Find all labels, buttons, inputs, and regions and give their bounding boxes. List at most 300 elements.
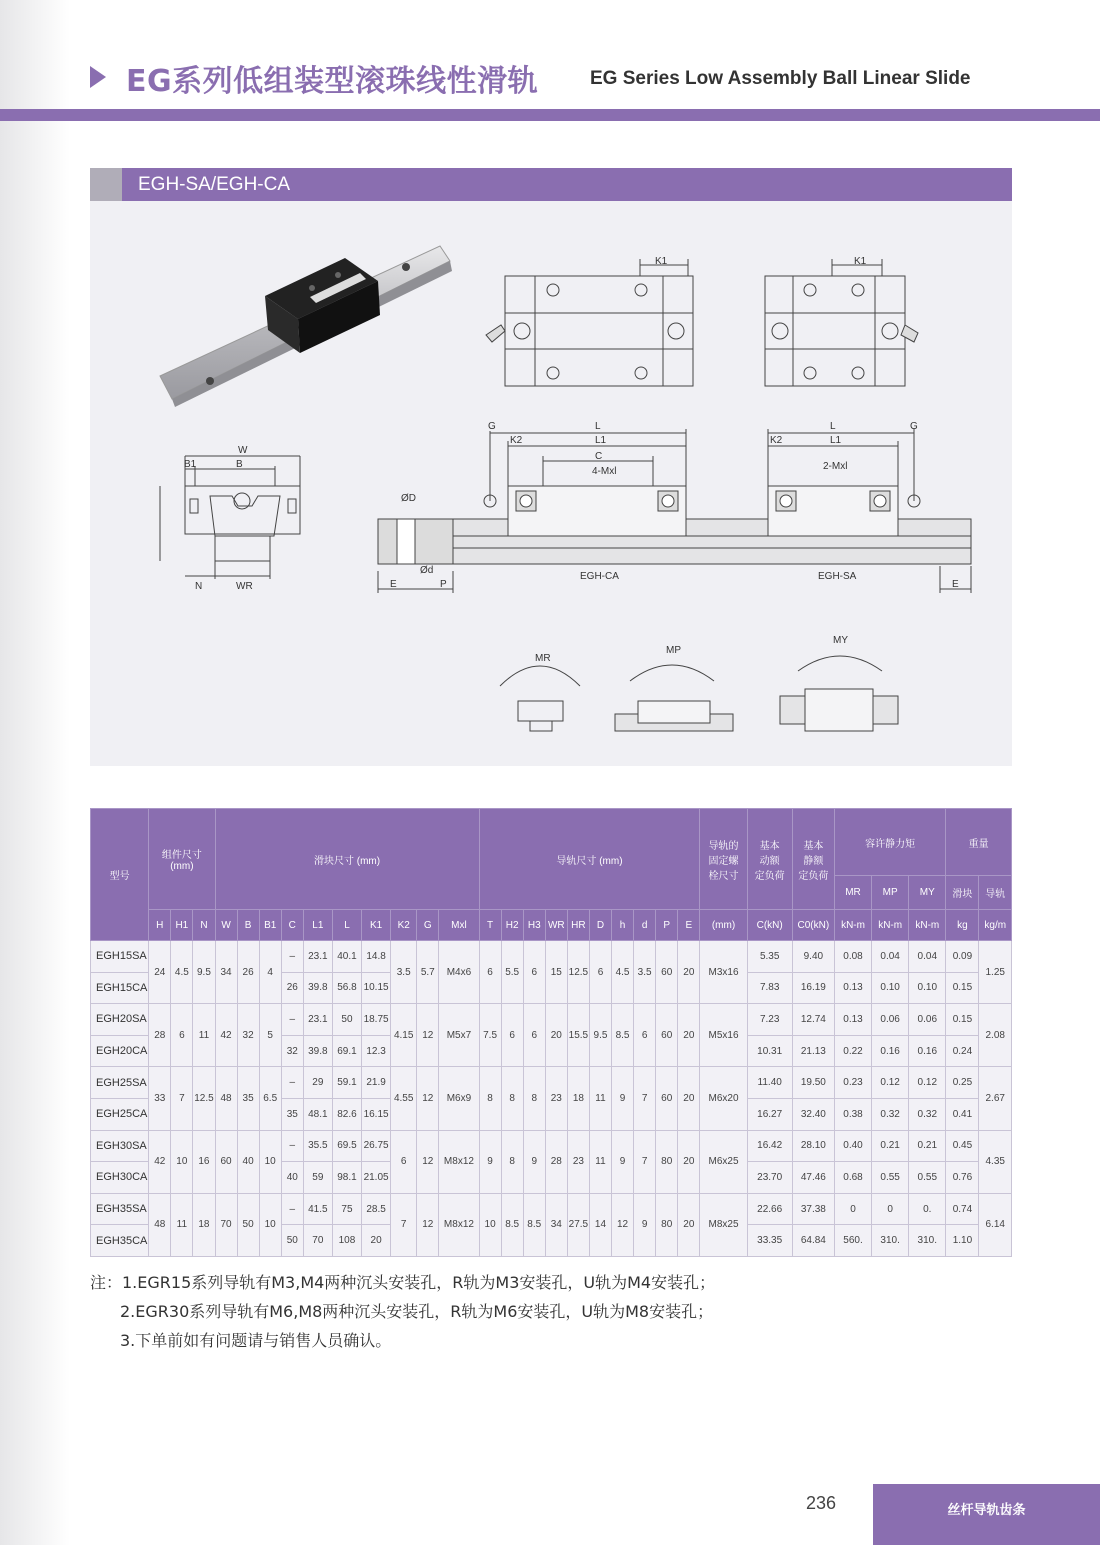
label-mp: MP — [666, 645, 681, 656]
table-cell: 0.24 — [946, 1035, 979, 1067]
page-header — [0, 0, 1100, 108]
th-kgm: kg/m — [979, 910, 1012, 941]
th-col: d — [634, 910, 656, 941]
table-cell: – — [281, 941, 303, 973]
label-g-sa: G — [910, 421, 918, 432]
table-cell: 32.40 — [792, 1098, 834, 1130]
label-l-sa: L — [830, 421, 836, 432]
note-2: 2.EGR30系列导轨有M6,M8两种沉头安装孔，R轨为M6安装孔，U轨为M8安装孔； — [120, 1302, 714, 1321]
table-cell: 21.13 — [792, 1035, 834, 1067]
label-k2-sa: K2 — [770, 435, 783, 446]
table-cell: 0.10 — [872, 972, 909, 1004]
table-cell: 28 — [545, 1130, 567, 1193]
th-col: HR — [567, 910, 589, 941]
table-cell: 42 — [215, 1004, 237, 1067]
table-cell: 6.5 — [259, 1067, 281, 1130]
th-wrail: 导轨 — [979, 876, 1012, 910]
table-cell: 0.06 — [909, 1004, 946, 1036]
th-ckn: C(kN) — [747, 910, 792, 941]
table-cell: 10.15 — [362, 972, 391, 1004]
table-cell: 26 — [237, 941, 259, 1004]
model-cell: EGH35SA — [91, 1193, 149, 1225]
table-cell: 12.5 — [193, 1067, 215, 1130]
table-cell: 80 — [656, 1193, 678, 1256]
label-wr: WR — [236, 581, 253, 592]
table-cell: 10 — [259, 1130, 281, 1193]
model-cell: EGH30SA — [91, 1130, 149, 1162]
table-cell: 27.5 — [567, 1193, 589, 1256]
table-cell: 47.46 — [792, 1162, 834, 1194]
label-egh-sa: EGH-SA — [818, 571, 857, 582]
th-col: B1 — [259, 910, 281, 941]
table-cell: 24 — [149, 941, 171, 1004]
th-mm: (mm) — [700, 910, 747, 941]
table-cell: 6.14 — [979, 1193, 1012, 1256]
table-cell: 59 — [303, 1162, 332, 1194]
th-col: H — [149, 910, 171, 941]
table-cell: 50 — [237, 1193, 259, 1256]
label-n: N — [195, 581, 203, 592]
table-cell: 11 — [171, 1193, 193, 1256]
table-cell: M8x12 — [439, 1130, 479, 1193]
table-cell: 1.25 — [979, 941, 1012, 1004]
table-cell: 7 — [634, 1067, 656, 1130]
table-cell: 39.8 — [303, 972, 332, 1004]
table-cell: 23 — [567, 1130, 589, 1193]
label-my: MY — [833, 635, 848, 646]
table-cell: 75 — [332, 1193, 361, 1225]
table-cell: 20 — [678, 1193, 700, 1256]
th-col: N — [193, 910, 215, 941]
table-cell: M3x16 — [700, 941, 747, 1004]
table-cell: 18.75 — [362, 1004, 391, 1036]
table-cell: – — [281, 1193, 303, 1225]
table-cell: 34 — [545, 1193, 567, 1256]
table-cell: 560. — [834, 1225, 871, 1257]
th-knm: kN-m — [834, 910, 871, 941]
table-cell: 60 — [656, 941, 678, 1004]
table-cell: 98.1 — [332, 1162, 361, 1194]
table-cell: 10 — [259, 1193, 281, 1256]
table-cell: 9 — [612, 1067, 634, 1130]
table-cell: 3.5 — [634, 941, 656, 1004]
th-kg: kg — [946, 910, 979, 941]
table-cell: 11 — [589, 1130, 611, 1193]
table-cell: 12 — [417, 1004, 439, 1067]
table-cell: 9.5 — [193, 941, 215, 1004]
table-cell: 29 — [303, 1067, 332, 1099]
table-cell: 8 — [501, 1130, 523, 1193]
table-cell: 12.5 — [567, 941, 589, 1004]
label-c: C — [595, 451, 603, 462]
table-cell: 310. — [909, 1225, 946, 1257]
table-cell: 18 — [567, 1067, 589, 1130]
table-cell: M5x7 — [439, 1004, 479, 1067]
table-cell: 69.5 — [332, 1130, 361, 1162]
th-col: B — [237, 910, 259, 941]
table-cell: 4 — [259, 941, 281, 1004]
table-cell: 0.08 — [834, 941, 871, 973]
side-gradient — [0, 0, 70, 1545]
table-cell: 35 — [281, 1098, 303, 1130]
table-cell: 0.12 — [872, 1067, 909, 1099]
label-l-ca: L — [595, 421, 601, 432]
table-cell: 64.84 — [792, 1225, 834, 1257]
label-p: P — [440, 579, 447, 590]
label-4mxl: 4-Mxl — [592, 466, 617, 477]
table-row — [91, 1130, 1012, 1162]
table-cell: – — [281, 1004, 303, 1036]
play-triangle-icon — [90, 66, 106, 88]
label-w: W — [238, 445, 248, 456]
table-cell: 0.15 — [946, 972, 979, 1004]
footer-label: 丝杆导轨齿条 — [947, 1503, 1026, 1518]
page-title-cn: EG系列低组装型滚珠线性滑轨 — [126, 64, 539, 99]
th-col: D — [589, 910, 611, 941]
table-cell: 0.32 — [872, 1098, 909, 1130]
table-cell: 23.70 — [747, 1162, 792, 1194]
table-cell: 6 — [523, 941, 545, 1004]
table-cell: 7 — [171, 1067, 193, 1130]
table-cell: 33.35 — [747, 1225, 792, 1257]
model-cell: EGH20CA — [91, 1035, 149, 1067]
model-cell: EGH20SA — [91, 1004, 149, 1036]
model-cell: EGH25CA — [91, 1098, 149, 1130]
table-cell: 0.40 — [834, 1130, 871, 1162]
table-cell: 9 — [612, 1130, 634, 1193]
table-cell: 7.23 — [747, 1004, 792, 1036]
table-cell: 10.31 — [747, 1035, 792, 1067]
table-cell: 28.10 — [792, 1130, 834, 1162]
th-mr: MR — [834, 876, 871, 910]
table-cell: 15 — [545, 941, 567, 1004]
model-cell: EGH15SA — [91, 941, 149, 973]
table-cell: M4x6 — [439, 941, 479, 1004]
table-cell: 56.8 — [332, 972, 361, 1004]
table-cell: 14.8 — [362, 941, 391, 973]
technical-drawing — [90, 201, 1012, 766]
table-cell: 12 — [612, 1193, 634, 1256]
table-cell: 6 — [634, 1004, 656, 1067]
table-cell: 20 — [678, 1067, 700, 1130]
label-2mxl: 2-Mxl — [823, 461, 848, 472]
table-cell: 70 — [215, 1193, 237, 1256]
page-title-en: EG Series Low Assembly Ball Linear Slide — [590, 68, 971, 89]
table-cell: 8 — [479, 1067, 501, 1130]
product-photo — [160, 246, 452, 407]
label-k1-ca: K1 — [655, 256, 668, 267]
table-cell: 42 — [149, 1130, 171, 1193]
table-cell: 0.16 — [872, 1035, 909, 1067]
table-cell: 40 — [237, 1130, 259, 1193]
table-cell: 40.1 — [332, 941, 361, 973]
table-cell: 60 — [215, 1130, 237, 1193]
table-cell: 59.1 — [332, 1067, 361, 1099]
th-col: Mxl — [439, 910, 479, 941]
table-cell: 0.68 — [834, 1162, 871, 1194]
table-cell: 5.7 — [417, 941, 439, 1004]
table-cell: 11 — [589, 1067, 611, 1130]
table-cell: 23.1 — [303, 1004, 332, 1036]
th-col: T — [479, 910, 501, 941]
table-cell: – — [281, 1130, 303, 1162]
table-cell: 32 — [237, 1004, 259, 1067]
notes — [90, 1268, 715, 1355]
table-cell: 9 — [634, 1193, 656, 1256]
table-cell: 50 — [281, 1225, 303, 1257]
table-cell: 10 — [171, 1130, 193, 1193]
table-cell: 4.35 — [979, 1130, 1012, 1193]
th-rail: 导轨尺寸 (mm) — [479, 809, 700, 910]
table-cell: 0.23 — [834, 1067, 871, 1099]
footer-box — [873, 1484, 1100, 1545]
th-moment: 容许静力矩 — [834, 809, 945, 876]
top-view-ca — [486, 259, 693, 386]
th-dyn: 基本 动额 定负荷 — [747, 809, 792, 910]
table-cell: 80 — [656, 1130, 678, 1193]
table-cell: 35 — [237, 1067, 259, 1130]
th-col: h — [612, 910, 634, 941]
table-cell: M6x9 — [439, 1067, 479, 1130]
table-cell: 15.5 — [567, 1004, 589, 1067]
table-cell: 0.15 — [946, 1004, 979, 1036]
label-e-left: E — [390, 579, 397, 590]
table-cell: 12 — [417, 1130, 439, 1193]
th-col: W — [215, 910, 237, 941]
drawing-panel — [90, 168, 1012, 766]
table-cell: 21.05 — [362, 1162, 391, 1194]
model-cell: EGH25SA — [91, 1067, 149, 1099]
table-cell: 28.5 — [362, 1193, 391, 1225]
label-phi-d-small: Ød — [420, 565, 434, 576]
table-cell: 23.1 — [303, 941, 332, 973]
table-cell: M8x25 — [700, 1193, 747, 1256]
table-cell: 0.45 — [946, 1130, 979, 1162]
table-cell: 0 — [834, 1193, 871, 1225]
table-cell: 6 — [523, 1004, 545, 1067]
table-cell: 16.19 — [792, 972, 834, 1004]
table-cell: 8.5 — [523, 1193, 545, 1256]
table-cell: 1.10 — [946, 1225, 979, 1257]
table-cell: 3.5 — [391, 941, 417, 1004]
table-cell: 0.09 — [946, 941, 979, 973]
table-cell: 9 — [523, 1130, 545, 1193]
table-cell: 0. — [909, 1193, 946, 1225]
panel-title: EGH-SA/EGH-CA — [138, 174, 291, 195]
table-cell: 16.27 — [747, 1098, 792, 1130]
table-cell: 7.83 — [747, 972, 792, 1004]
panel-header — [90, 168, 1012, 201]
table-cell: 12 — [417, 1193, 439, 1256]
note-1: 注：1.EGR15系列导轨有M3,M4两种沉头安装孔，R轨为M3安装孔，U轨为M4安装孔； — [90, 1273, 716, 1292]
table-cell: 0.04 — [872, 941, 909, 973]
table-cell: 0.21 — [909, 1130, 946, 1162]
table-cell: 0 — [872, 1193, 909, 1225]
table-cell: 0.10 — [909, 972, 946, 1004]
label-egh-ca: EGH-CA — [580, 571, 619, 582]
table-cell: 12 — [417, 1067, 439, 1130]
table-cell: 19.50 — [792, 1067, 834, 1099]
model-cell: EGH35CA — [91, 1225, 149, 1257]
table-cell: 8.5 — [501, 1193, 523, 1256]
table-cell: 28 — [149, 1004, 171, 1067]
table-cell: 0.16 — [909, 1035, 946, 1067]
table-cell: 9.5 — [589, 1004, 611, 1067]
th-col: E — [678, 910, 700, 941]
table-cell: 0.55 — [909, 1162, 946, 1194]
th-col: L — [332, 910, 361, 941]
top-view-sa — [765, 259, 918, 386]
table-cell: 7.5 — [479, 1004, 501, 1067]
table-cell: 9.40 — [792, 941, 834, 973]
table-row — [91, 1004, 1012, 1036]
table-row — [91, 1067, 1012, 1099]
table-cell: 0.22 — [834, 1035, 871, 1067]
label-l1-sa: L1 — [830, 435, 842, 446]
table-cell: 22.66 — [747, 1193, 792, 1225]
table-row — [91, 1193, 1012, 1225]
table-cell: 4.55 — [391, 1067, 417, 1130]
table-cell: 108 — [332, 1225, 361, 1257]
table-cell: – — [281, 1067, 303, 1099]
table-cell: 6 — [391, 1130, 417, 1193]
label-phi-d-big: ØD — [401, 493, 416, 504]
note-3: 3.下单前如有问题请与销售人员确认。 — [120, 1331, 392, 1350]
table-cell: 39.8 — [303, 1035, 332, 1067]
table-cell: 6 — [501, 1004, 523, 1067]
th-col: C — [281, 910, 303, 941]
label-g-ca: G — [488, 421, 496, 432]
label-k2-ca: K2 — [510, 435, 523, 446]
th-my: MY — [909, 876, 946, 910]
table-cell: 8 — [523, 1067, 545, 1130]
label-l1-ca: L1 — [595, 435, 607, 446]
table-cell: 21.9 — [362, 1067, 391, 1099]
th-bolt: 导轨的 固定螺 栓尺寸 — [700, 809, 747, 910]
table-cell: 16.15 — [362, 1098, 391, 1130]
table-cell: 6 — [479, 941, 501, 1004]
th-model: 型号 — [91, 809, 149, 941]
th-col: L1 — [303, 910, 332, 941]
table-cell: 0.04 — [909, 941, 946, 973]
table-cell: 6 — [589, 941, 611, 1004]
label-mr: MR — [535, 653, 551, 664]
moment-diagrams — [500, 656, 898, 731]
th-col: H1 — [171, 910, 193, 941]
th-stat: 基本 静额 定负荷 — [792, 809, 834, 910]
table-cell: 12.74 — [792, 1004, 834, 1036]
table-cell: M6x20 — [700, 1067, 747, 1130]
table-cell: 34 — [215, 941, 237, 1004]
model-cell: EGH30CA — [91, 1162, 149, 1194]
table-cell: M5x16 — [700, 1004, 747, 1067]
table-cell: 50 — [332, 1004, 361, 1036]
th-c0kn: C0(kN) — [792, 910, 834, 941]
table-cell: 4.5 — [171, 941, 193, 1004]
th-col: H2 — [501, 910, 523, 941]
model-cell: EGH15CA — [91, 972, 149, 1004]
th-assembly: 组件尺寸 (mm) — [149, 809, 215, 910]
label-e-right: E — [952, 579, 959, 590]
table-cell: 0.55 — [872, 1162, 909, 1194]
table-cell: 18 — [193, 1193, 215, 1256]
table-cell: 0.32 — [909, 1098, 946, 1130]
table-cell: 8.5 — [612, 1004, 634, 1067]
table-cell: 48 — [215, 1067, 237, 1130]
th-col: K1 — [362, 910, 391, 941]
table-cell: 0.76 — [946, 1162, 979, 1194]
table-cell: 20 — [678, 1130, 700, 1193]
table-cell: 0.74 — [946, 1193, 979, 1225]
label-b: B — [236, 459, 243, 470]
table-cell: 33 — [149, 1067, 171, 1130]
th-weight: 重量 — [946, 809, 1012, 876]
table-cell: 6 — [171, 1004, 193, 1067]
spec-table — [90, 808, 1012, 1257]
table-cell: 40 — [281, 1162, 303, 1194]
table-cell: 0.13 — [834, 972, 871, 1004]
th-mp: MP — [872, 876, 909, 910]
table-cell: 0.41 — [946, 1098, 979, 1130]
table-cell: 23 — [545, 1067, 567, 1130]
table-cell: 60 — [656, 1067, 678, 1130]
table-cell: 2.08 — [979, 1004, 1012, 1067]
end-view — [160, 456, 300, 579]
th-knm: kN-m — [872, 910, 909, 941]
table-cell: 7 — [634, 1130, 656, 1193]
table-cell: 70 — [303, 1225, 332, 1257]
table-cell: 20 — [362, 1225, 391, 1257]
table-cell: 310. — [872, 1225, 909, 1257]
table-cell: 35.5 — [303, 1130, 332, 1162]
table-cell: 82.6 — [332, 1098, 361, 1130]
table-cell: 12.3 — [362, 1035, 391, 1067]
table-cell: 48 — [149, 1193, 171, 1256]
table-cell: 0.25 — [946, 1067, 979, 1099]
table-cell: 14 — [589, 1193, 611, 1256]
table-cell: 69.1 — [332, 1035, 361, 1067]
table-cell: 0.38 — [834, 1098, 871, 1130]
table-cell: 20 — [678, 1004, 700, 1067]
table-cell: 11.40 — [747, 1067, 792, 1099]
table-cell: 37.38 — [792, 1193, 834, 1225]
table-cell: 7 — [391, 1193, 417, 1256]
table-cell: 16.42 — [747, 1130, 792, 1162]
label-b1: B1 — [184, 459, 197, 470]
table-cell: 0.12 — [909, 1067, 946, 1099]
table-cell: 41.5 — [303, 1193, 332, 1225]
table-cell: 0.21 — [872, 1130, 909, 1162]
th-col: H3 — [523, 910, 545, 941]
table-cell: 2.67 — [979, 1067, 1012, 1130]
table-cell: 48.1 — [303, 1098, 332, 1130]
table-cell: 26 — [281, 972, 303, 1004]
header-band — [0, 109, 1100, 121]
table-cell: 11 — [193, 1004, 215, 1067]
table-cell: M8x12 — [439, 1193, 479, 1256]
table-cell: 4.5 — [612, 941, 634, 1004]
label-k1-sa: K1 — [854, 256, 867, 267]
table-cell: 60 — [656, 1004, 678, 1067]
th-col: P — [656, 910, 678, 941]
table-cell: 20 — [678, 941, 700, 1004]
table-cell: 9 — [479, 1130, 501, 1193]
table-cell: 4.15 — [391, 1004, 417, 1067]
th-col: WR — [545, 910, 567, 941]
table-cell: 5.5 — [501, 941, 523, 1004]
table-cell: M6x25 — [700, 1130, 747, 1193]
table-row — [91, 941, 1012, 973]
